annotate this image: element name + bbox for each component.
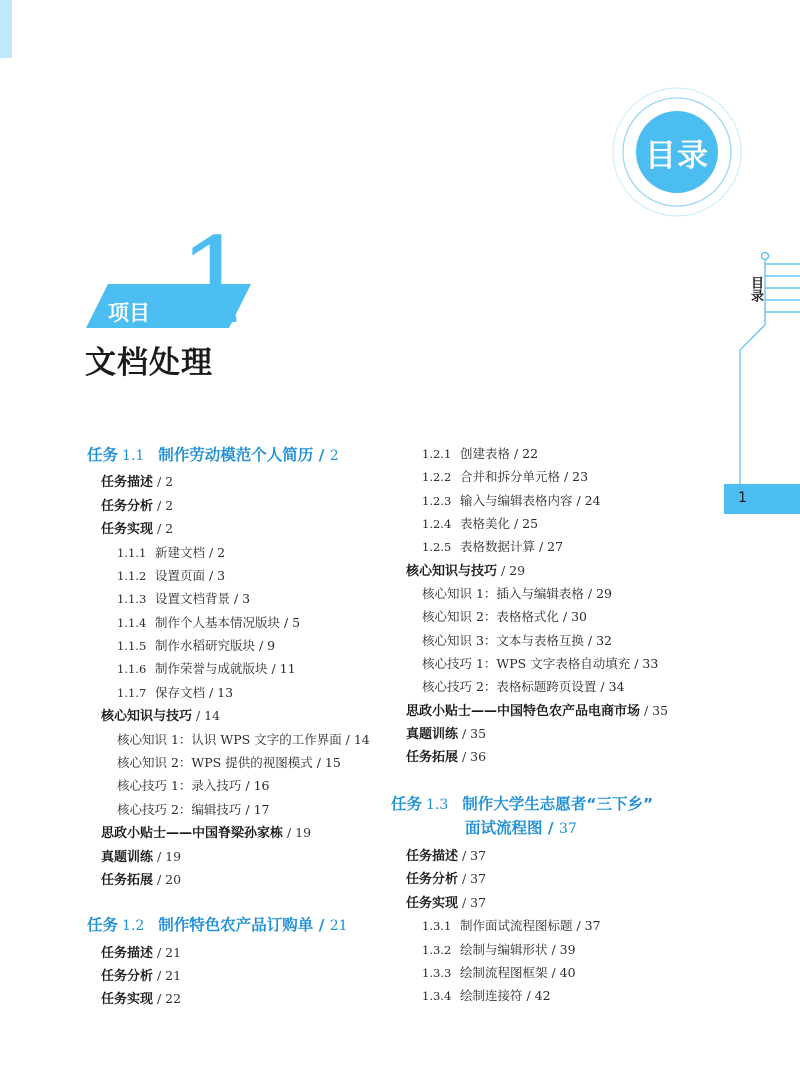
subsection-title: 表格美化 / 25 bbox=[460, 516, 539, 531]
section-title: 思政小贴士——中国脊梁孙家栋 bbox=[101, 826, 284, 841]
section-page: / 36 bbox=[458, 749, 487, 764]
section-page: / 37 bbox=[458, 848, 487, 863]
task-number: 1.2 bbox=[122, 918, 145, 934]
task-page: 37 bbox=[558, 821, 577, 837]
subsection-title: 设置文档背景 / 3 bbox=[155, 591, 251, 606]
sidebar-label: 目录 bbox=[748, 276, 763, 302]
section-title: 任务实现 bbox=[101, 992, 154, 1007]
toc-section bbox=[406, 724, 486, 745]
toc-section bbox=[101, 519, 173, 540]
project-label: 项目 bbox=[108, 301, 150, 325]
subsection-number: 1.2.4 bbox=[422, 517, 452, 531]
task-label: 任务 bbox=[87, 916, 119, 934]
toc-subsection bbox=[422, 654, 658, 674]
task-sep: / bbox=[542, 819, 559, 837]
toc-subsection bbox=[422, 916, 601, 936]
toc-subsection bbox=[117, 659, 296, 679]
toc-section bbox=[101, 966, 181, 987]
subsection-number: 1.1.7 bbox=[117, 686, 147, 700]
section-page: / 21 bbox=[153, 968, 182, 983]
task-sep: / bbox=[313, 446, 330, 464]
project-title: 文档处理 bbox=[85, 345, 213, 381]
subsection-title: 核心知识 2：表格格式化 / 30 bbox=[422, 609, 587, 624]
subsection-title: 设置页面 / 3 bbox=[155, 568, 226, 583]
toc-subsection bbox=[117, 589, 250, 609]
toc-section bbox=[101, 870, 181, 891]
task-page: 2 bbox=[329, 448, 339, 464]
toc-badge bbox=[636, 111, 718, 193]
task-title: 制作劳动模范个人简历 bbox=[158, 446, 314, 464]
section-page: / 35 bbox=[458, 726, 487, 741]
section-page: / 20 bbox=[153, 872, 182, 887]
subsection-title: 核心知识 3：文本与表格互换 / 32 bbox=[422, 633, 612, 648]
toc-subsection bbox=[117, 636, 275, 656]
section-title: 任务描述 bbox=[406, 849, 459, 864]
section-title: 核心知识与技巧 bbox=[101, 709, 193, 724]
subsection-title: 表格数据计算 / 27 bbox=[460, 539, 564, 554]
section-page: / 22 bbox=[153, 991, 182, 1006]
toc-subsection bbox=[422, 514, 538, 534]
section-page: / 21 bbox=[153, 945, 182, 960]
subsection-number: 1.2.2 bbox=[422, 470, 452, 484]
toc-section bbox=[406, 846, 486, 867]
subsection-title: 输入与编辑表格内容 / 24 bbox=[460, 493, 601, 508]
toc-subsection bbox=[117, 613, 300, 633]
toc-task-heading bbox=[391, 794, 653, 815]
section-page: / 37 bbox=[458, 871, 487, 886]
subsection-title: 新建文档 / 2 bbox=[155, 545, 226, 560]
toc-section bbox=[406, 869, 486, 890]
toc-subsection bbox=[422, 940, 576, 960]
page-tab bbox=[724, 484, 800, 514]
toc-subsection bbox=[117, 566, 225, 586]
toc-subsection bbox=[422, 631, 612, 651]
task-number: 1.3 bbox=[426, 797, 449, 813]
section-title: 任务描述 bbox=[101, 946, 154, 961]
subsection-title: 制作水稻研究版块 / 9 bbox=[155, 638, 276, 653]
subsection-number: 1.3.2 bbox=[422, 943, 452, 957]
task-title: 制作大学生志愿者“三下乡” bbox=[462, 795, 654, 813]
toc-section bbox=[101, 472, 173, 493]
toc-task-heading-cont bbox=[465, 818, 577, 839]
section-title: 真题训练 bbox=[101, 850, 154, 865]
task-page: 21 bbox=[329, 918, 348, 934]
section-page: / 19 bbox=[283, 825, 312, 840]
toc-section bbox=[101, 823, 311, 844]
toc-section bbox=[406, 893, 486, 914]
subsection-title: 合并和拆分单元格 / 23 bbox=[460, 469, 589, 484]
page-number: 1 bbox=[738, 490, 747, 506]
subsection-number: 1.2.3 bbox=[422, 494, 452, 508]
project-number: 1 bbox=[178, 212, 254, 350]
section-title: 思政小贴士——中国特色农产品电商市场 bbox=[406, 704, 641, 719]
subsection-number: 1.1.6 bbox=[117, 662, 147, 676]
subsection-number: 1.3.1 bbox=[422, 919, 452, 933]
subsection-number: 1.2.5 bbox=[422, 540, 452, 554]
section-title: 真题训练 bbox=[406, 727, 459, 742]
subsection-title: 核心技巧 2：编辑技巧 / 17 bbox=[117, 802, 270, 817]
toc-title: 目录 bbox=[645, 137, 709, 174]
section-page: / 14 bbox=[192, 708, 221, 723]
section-title: 任务分析 bbox=[101, 969, 154, 984]
subsection-title: 创建表格 / 22 bbox=[460, 446, 539, 461]
toc-subsection bbox=[117, 683, 233, 703]
subsection-number: 1.1.3 bbox=[117, 592, 147, 606]
toc-subsection bbox=[422, 607, 587, 627]
subsection-number: 1.3.4 bbox=[422, 989, 452, 1003]
toc-section bbox=[101, 989, 181, 1010]
toc-section bbox=[101, 496, 173, 517]
section-title: 核心知识与技巧 bbox=[406, 564, 498, 579]
section-page: / 35 bbox=[640, 703, 669, 718]
toc-task-heading bbox=[87, 915, 348, 936]
toc-subsection bbox=[117, 543, 225, 563]
subsection-title: 绘制与编辑形状 / 39 bbox=[460, 942, 576, 957]
toc-subsection bbox=[422, 963, 576, 983]
toc-subsection bbox=[117, 800, 270, 820]
toc-section bbox=[101, 847, 181, 868]
toc-section bbox=[406, 701, 668, 722]
subsection-title: 核心知识 1：认识 WPS 文字的工作界面 / 14 bbox=[117, 732, 370, 747]
section-title: 任务分析 bbox=[406, 872, 459, 887]
subsection-number: 1.1.2 bbox=[117, 569, 147, 583]
toc-subsection bbox=[422, 677, 625, 697]
section-page: / 2 bbox=[153, 498, 174, 513]
section-title: 任务分析 bbox=[101, 499, 154, 514]
section-page: / 29 bbox=[497, 563, 526, 578]
toc-subsection bbox=[422, 467, 588, 487]
task-title: 面试流程图 bbox=[465, 819, 543, 837]
toc-subsection bbox=[117, 730, 370, 750]
subsection-number: 1.1.5 bbox=[117, 639, 147, 653]
subsection-number: 1.2.1 bbox=[422, 447, 452, 461]
toc-subsection bbox=[422, 491, 601, 511]
toc-section bbox=[406, 561, 525, 582]
section-title: 任务描述 bbox=[101, 475, 154, 490]
subsection-title: 绘制流程图框架 / 40 bbox=[460, 965, 576, 980]
toc-task-heading bbox=[87, 445, 339, 466]
section-title: 任务实现 bbox=[101, 522, 154, 537]
toc-subsection bbox=[422, 537, 563, 557]
toc-subsection bbox=[422, 986, 551, 1006]
subsection-title: 保存文档 / 13 bbox=[155, 685, 234, 700]
section-page: / 37 bbox=[458, 895, 487, 910]
task-number: 1.1 bbox=[122, 448, 145, 464]
toc-subsection bbox=[117, 753, 341, 773]
subsection-title: 核心知识 2：WPS 提供的视图模式 / 15 bbox=[117, 755, 341, 770]
subsection-title: 核心技巧 1：WPS 文字表格自动填充 / 33 bbox=[422, 656, 659, 671]
subsection-number: 1.3.3 bbox=[422, 966, 452, 980]
section-title: 任务实现 bbox=[406, 896, 459, 911]
section-title: 任务拓展 bbox=[406, 750, 459, 765]
section-title: 任务拓展 bbox=[101, 873, 154, 888]
toc-section bbox=[101, 943, 181, 964]
section-page: / 2 bbox=[153, 521, 174, 536]
subsection-number: 1.1.4 bbox=[117, 616, 147, 630]
task-label: 任务 bbox=[87, 446, 119, 464]
subsection-title: 制作荣誉与成就版块 / 11 bbox=[155, 661, 296, 676]
subsection-title: 制作个人基本情况版块 / 5 bbox=[155, 615, 301, 630]
toc-subsection bbox=[117, 776, 270, 796]
section-page: / 19 bbox=[153, 849, 182, 864]
subsection-title: 核心知识 1：插入与编辑表格 / 29 bbox=[422, 586, 612, 601]
task-sep: / bbox=[313, 916, 330, 934]
subsection-title: 核心技巧 2：表格标题跨页设置 / 34 bbox=[422, 679, 625, 694]
toc-subsection bbox=[422, 584, 612, 604]
task-title: 制作特色农产品订购单 bbox=[158, 916, 314, 934]
subsection-title: 绘制连接符 / 42 bbox=[460, 988, 551, 1003]
section-page: / 2 bbox=[153, 474, 174, 489]
toc-subsection bbox=[422, 444, 538, 464]
toc-section bbox=[406, 747, 486, 768]
toc-section bbox=[101, 706, 220, 727]
subsection-title: 制作面试流程图标题 / 37 bbox=[460, 918, 601, 933]
task-label: 任务 bbox=[391, 795, 423, 813]
subsection-number: 1.1.1 bbox=[117, 546, 147, 560]
subsection-title: 核心技巧 1：录入技巧 / 16 bbox=[117, 778, 270, 793]
